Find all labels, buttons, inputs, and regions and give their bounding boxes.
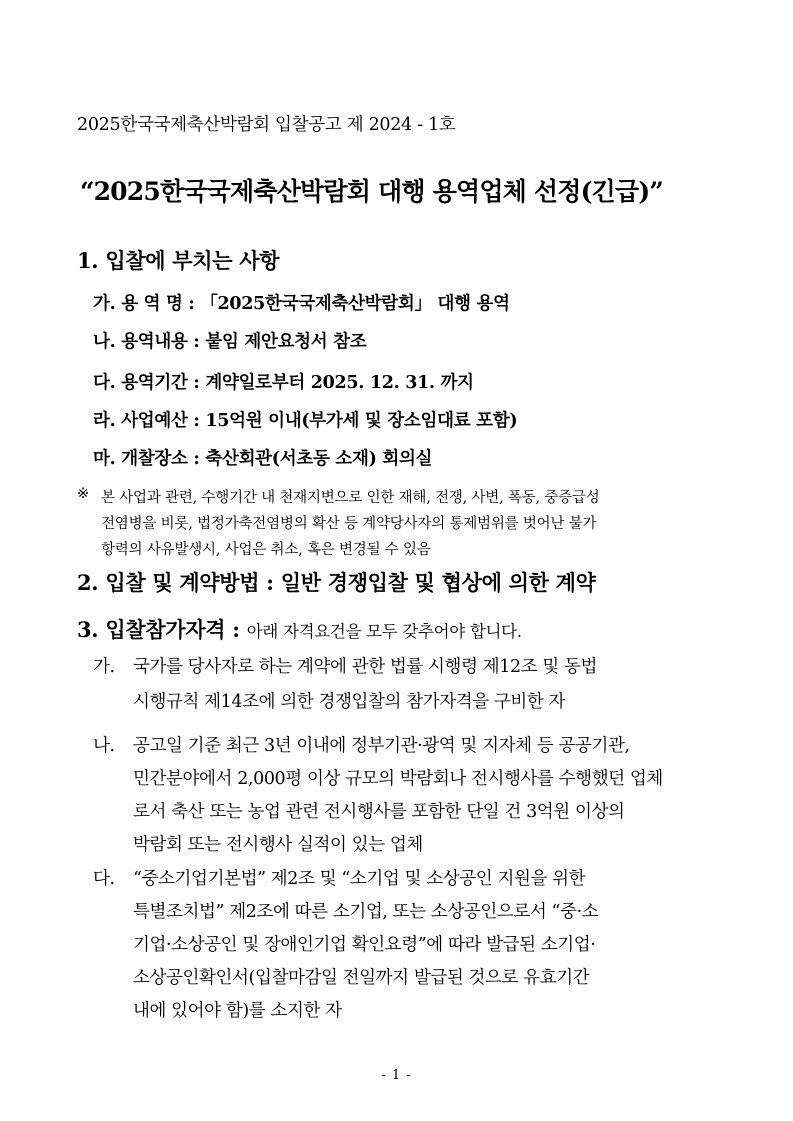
qualification-c-line: 소상공인확인서(입찰마감일 전일까지 발급된 것으로 유효기간	[133, 968, 590, 988]
qualification-c-line: “중소기업기본법” 제2조 및 “소기업 및 소상공인 지원을 위한	[133, 869, 586, 889]
qualification-a-line: 시행규칙 제14조에 의한 경쟁입찰의 참가자격을 구비한 자	[133, 692, 566, 712]
qualification-c-line: 특별조치법” 제2조에 따른 소기업, 또는 소상공인으로서 “중·소	[133, 902, 599, 922]
item-budget: 라. 사업예산 : 15억원 이내(부가세 및 장소임대료 포함)	[93, 411, 518, 431]
qualification-c-line: 기업·소상공인 및 장애인기업 확인요령”에 따라 발급된 소기업·	[133, 935, 596, 955]
qualification-a-line: 국가를 당사자로 하는 계약에 관한 법률 시행령 제12조 및 동법	[133, 657, 598, 677]
qualification-b-line: 로서 축산 또는 농업 관련 전시행사를 포함한 단일 건 3억원 이상의	[133, 802, 625, 822]
document-title: “2025한국국제축산박람회 대행 용역업체 선정(긴급)”	[80, 177, 663, 206]
item-service-period: 다. 용역기간 : 계약일로부터 2025. 12. 31. 까지	[93, 373, 474, 393]
note-line: 전염병을 비롯, 법정가축전염병의 확산 등 계약당사자의 통제범위를 벗어난 불가	[101, 516, 597, 532]
item-opening-place: 마. 개찰장소 : 축산회관(서초동 소재) 회의실	[93, 449, 433, 469]
section-2-heading: 2. 입찰 및 계약방법 : 일반 경쟁입찰 및 협상에 의한 계약	[77, 570, 596, 595]
notice-number: 2025한국국제축산박람회 입찰공고 제 2024 - 1호	[77, 115, 456, 135]
note-line: 항력의 사유발생시, 사업은 취소, 혹은 변경될 수 있음	[101, 542, 431, 558]
section-3-heading	[77, 614, 522, 644]
note-line: 본 사업과 관련, 수행기간 내 천재지변으로 인한 재해, 전쟁, 사변, 폭동, 중증급성	[101, 490, 600, 506]
qualification-a-marker: 가.	[93, 657, 115, 677]
section-3-heading-label: 3. 입찰참가자격 :	[77, 617, 240, 642]
section-3-heading-tail: 아래 자격요건을 모두 갖추어야 합니다.	[246, 622, 522, 641]
section-1-heading: 1. 입찰에 부치는 사항	[77, 248, 280, 273]
qualification-b-marker: 나.	[93, 736, 115, 756]
qualification-b-line: 박람회 또는 전시행사 실적이 있는 업체	[133, 835, 423, 855]
qualification-b-line: 민간분야에서 2,000평 이상 규모의 박람회나 전시행사를 수행했던 업체	[133, 769, 663, 789]
qualification-c-line: 내에 있어야 함)를 소지한 자	[133, 1001, 342, 1021]
qualification-b-line: 공고일 기준 최근 3년 이내에 정부기관·광역 및 지자체 등 공공기관,	[133, 736, 630, 756]
page-number: - 1 -	[381, 1068, 412, 1083]
qualification-c-marker: 다.	[93, 869, 115, 889]
item-service-content: 나. 용역내용 : 붙임 제안요청서 참조	[93, 332, 367, 352]
note-mark: ※	[77, 486, 89, 502]
item-service-name: 가. 용 역 명 : 「2025한국국제축산박람회」 대행 용역	[93, 294, 510, 314]
